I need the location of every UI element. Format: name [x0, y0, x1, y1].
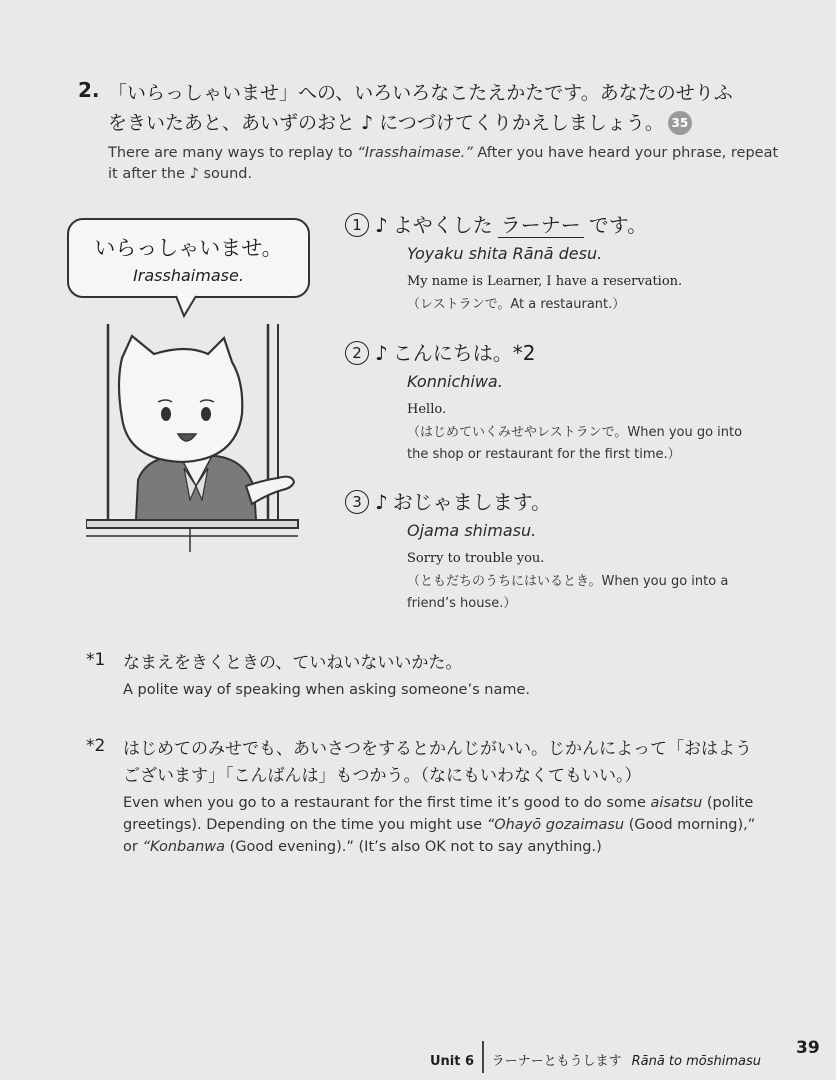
footnote-2-konbanwa: “Konbanwa: [142, 839, 226, 855]
footnote-2-jp: はじめてのみせでも、あいさつをするとかんじがいい。じかんによって「おはようございます」「こんばんは」もつかう。（なにもいわなくてもいい。）: [123, 739, 752, 786]
footer-unit: Unit 6: [430, 1054, 475, 1069]
phrase-2-romaji: Konnichiwa.: [407, 372, 503, 391]
phrase-1: [345, 211, 765, 316]
phrase-2-note: （はじめていくみせやレストランで。When you go into the shop or restaurant for the first time.）: [407, 425, 743, 462]
instruction-jp-line-1: 「いらっしゃいませ」への、いろいろなこたえかたです。あなたのせりふ: [108, 82, 733, 104]
phrase-2-translation: Hello.: [407, 402, 447, 417]
phrase-3-jp: [345, 488, 765, 516]
bubble-romaji-text: Irasshaimase.: [133, 266, 244, 285]
audio-track-badge[interactable]: 35: [668, 111, 692, 135]
phrase-1-number: 1: [345, 213, 369, 237]
footnote-1-en: A polite way of speaking when asking someone’s name.: [123, 682, 530, 698]
instruction-jp-line-2: [108, 108, 788, 138]
speech-bubble-tail: [176, 294, 202, 318]
footer-title-jp: ラーナーともうします: [491, 1054, 622, 1069]
phrase-1-note: （レストランで。At a restaurant.）: [407, 297, 626, 312]
speech-bubble: [67, 218, 310, 298]
footnote-1-jp: なまえをきくときの、ていねいないいかた。: [123, 653, 463, 673]
cat-waiter-illustration: [86, 318, 306, 554]
footnote-1: [86, 650, 766, 701]
instruction-jp-line-2-text: をきいたあと、あいずのおと ♪ につづけてくりかえしましょう。: [108, 112, 664, 134]
phrase-2-jp: [345, 339, 765, 367]
instruction-en-part-2: After you have heard your phrase, repeat it after the ♪ sound.: [108, 145, 779, 182]
footnote-2-en: [123, 792, 766, 858]
exercise-instruction-en: [108, 143, 788, 185]
footnote-2-en-part-1: Even when you go to a restaurant for the first time it’s good to do some: [123, 795, 651, 811]
phrase-3-translation: Sorry to trouble you.: [407, 551, 545, 566]
phrase-2-jp-text: こんにちは。*2: [392, 341, 536, 365]
footnote-1-mark: *1: [86, 650, 106, 670]
phrase-3-romaji: Ojama shimasu.: [407, 521, 537, 540]
footer-separator: [482, 1041, 484, 1073]
phrase-1-jp-after: です。: [588, 213, 648, 237]
phrase-3-note: （ともだちのうちにはいるとき。When you go into a friend’s house.）: [407, 574, 729, 611]
phrase-2: [345, 339, 765, 466]
footnote-2-en-part-4: (Good evening).” (It’s also OK not to say anything.): [225, 839, 602, 855]
exercise-instruction-jp: [108, 78, 788, 138]
phrase-1-name-blank: ラーナー: [498, 213, 584, 238]
phrase-1-jp: [345, 211, 765, 239]
phrase-1-romaji: Yoyaku shita Rānā desu.: [407, 244, 603, 263]
phrase-1-translation: My name is Learner, I have a reservation.: [407, 274, 683, 289]
instruction-en-part-1: There are many ways to replay to: [108, 145, 358, 161]
footnote-2: [86, 736, 766, 858]
music-note-icon: ♪: [375, 341, 388, 365]
instruction-en-quote: “Irasshaimase.”: [357, 145, 473, 161]
exercise-number: 2.: [78, 78, 100, 102]
music-note-icon: ♪: [375, 490, 388, 514]
phrase-1-jp-before: よやくした: [392, 213, 493, 237]
footnote-2-en-part-2: (polite greetings). Depending on the time you might use: [123, 795, 754, 833]
phrase-3-number: 3: [345, 490, 369, 514]
footnote-2-en-part-3: (Good morning),” or: [123, 817, 756, 855]
footnote-2-aisatsu: aisatsu: [650, 795, 703, 811]
footnote-2-ohayo: “Ohayō gozaimasu: [486, 817, 625, 833]
footnote-2-mark: *2: [86, 736, 106, 756]
phrase-3-jp-text: おじゃまします。: [392, 490, 552, 514]
phrase-3: [345, 488, 765, 615]
phrase-2-number: 2: [345, 341, 369, 365]
page-footer: [430, 1041, 761, 1073]
page-number: 39: [796, 1038, 820, 1058]
music-note-icon: ♪: [375, 213, 388, 237]
footer-title-romaji: Rānā to mōshimasu: [631, 1054, 761, 1069]
bubble-jp-text: いらっしゃいませ。: [94, 236, 283, 260]
